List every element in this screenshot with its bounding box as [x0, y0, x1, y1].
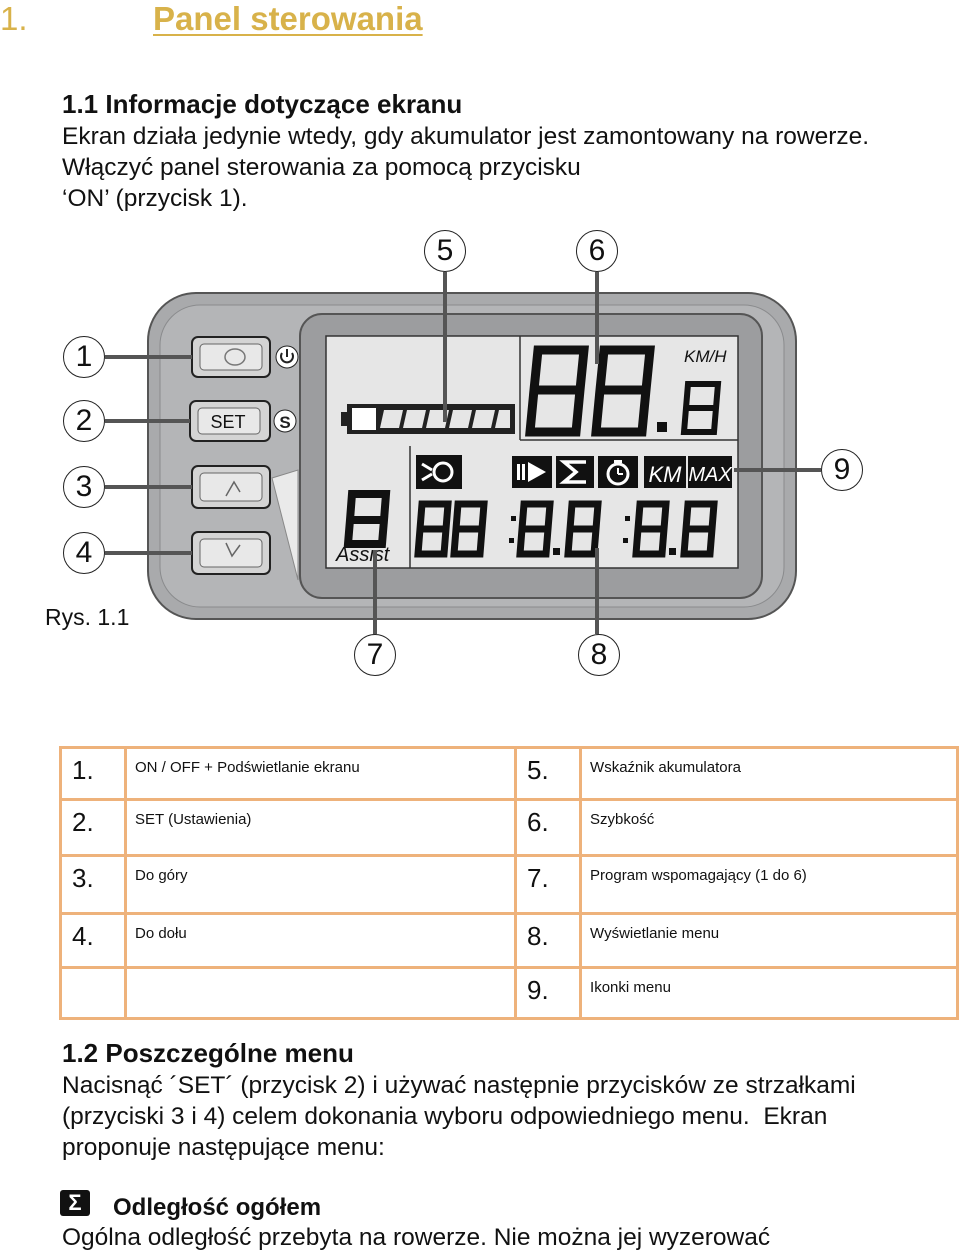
- legend-label: Wskaźnik akumulatora: [581, 748, 958, 800]
- legend-num: 9.: [516, 968, 581, 1019]
- intro-line-1: Ekran działa jedynie wtedy, gdy akumulator jest zamontowany na rowerze.: [62, 123, 870, 150]
- legend-num: [61, 968, 126, 1019]
- menu-item-description: Ogólna odległość przebyta na rowerze. Nie można jej wyzerować: [62, 1224, 771, 1251]
- down-button[interactable]: [192, 532, 270, 574]
- walk-assist-icon: [512, 456, 552, 488]
- figure-caption: Rys. 1.1: [45, 604, 130, 630]
- legend-table: [59, 746, 959, 1020]
- legend-label: Wyświetlanie menu: [581, 914, 958, 968]
- km-icon-label: KM: [648, 462, 682, 487]
- callout-6: 6: [576, 230, 618, 272]
- legend-label: SET (Ustawienia): [126, 800, 516, 856]
- max-icon-label: MAX: [688, 464, 732, 486]
- legend-num: 2.: [61, 800, 126, 856]
- legend-num: 3.: [61, 856, 126, 914]
- legend-label: ON / OFF + Podświetlanie ekranu: [126, 748, 516, 800]
- menu-item-title: Odległość ogółem: [113, 1194, 322, 1221]
- assist-label: Assist: [336, 544, 390, 566]
- section-number: 1.: [0, 0, 28, 37]
- callout-3: 3: [63, 466, 105, 508]
- sigma-icon: [556, 456, 594, 488]
- callout-8: 8: [578, 634, 620, 676]
- s-badge-label: S: [279, 413, 291, 432]
- legend-num: 6.: [516, 800, 581, 856]
- up-button[interactable]: [192, 466, 270, 508]
- callout-7: 7: [354, 634, 396, 676]
- sigma-icon: Σ: [60, 1190, 90, 1216]
- section-title: Panel sterowania: [153, 0, 423, 37]
- battery-indicator: [341, 404, 515, 434]
- table-row: [61, 748, 958, 800]
- legend-label: [126, 968, 516, 1019]
- callout-5: 5: [424, 230, 466, 272]
- legend-num: 7.: [516, 856, 581, 914]
- legend-label: Szybkość: [581, 800, 958, 856]
- power-symbol-icon: [276, 346, 298, 368]
- callout-4: 4: [63, 532, 105, 574]
- subsection-title-2: 1.2 Poszczególne menu: [62, 1038, 354, 1068]
- legend-num: 8.: [516, 914, 581, 968]
- clock-icon: [598, 456, 638, 488]
- legend-label: Do góry: [126, 856, 516, 914]
- menu-intro-line-2: (przyciski 3 i 4) celem dokonania wyboru odpowiedniego menu. Ekran: [62, 1103, 828, 1130]
- legend-label: Program wspomagający (1 do 6): [581, 856, 958, 914]
- table-row: [61, 914, 958, 968]
- menu-intro-line-1: Nacisnąć ´SET´ (przycisk 2) i używać następnie przycisków ze strzałkami: [62, 1072, 856, 1099]
- callout-1: 1: [63, 336, 105, 378]
- legend-label: Do dołu: [126, 914, 516, 968]
- set-button-label: SET: [210, 412, 246, 432]
- table-row: [61, 968, 958, 1019]
- legend-num: 5.: [516, 748, 581, 800]
- table-row: [61, 800, 958, 856]
- callout-9: 9: [821, 449, 863, 491]
- intro-line-3: ‘ON’ (przycisk 1).: [62, 185, 248, 212]
- legend-label: Ikonki menu: [581, 968, 958, 1019]
- intro-line-2: Włączyć panel sterowania za pomocą przycisku: [62, 154, 581, 181]
- legend-num: 1.: [61, 748, 126, 800]
- light-icon: [416, 455, 462, 489]
- control-panel-diagram: [0, 220, 960, 690]
- callout-2: 2: [63, 400, 105, 442]
- legend-num: 4.: [61, 914, 126, 968]
- subsection-title-1: 1.1 Informacje dotyczące ekranu: [62, 89, 463, 119]
- speed-unit-label: KM/H: [684, 347, 727, 366]
- menu-intro-line-3: proponuje następujące menu:: [62, 1134, 385, 1161]
- power-button[interactable]: [192, 337, 270, 377]
- table-row: [61, 856, 958, 914]
